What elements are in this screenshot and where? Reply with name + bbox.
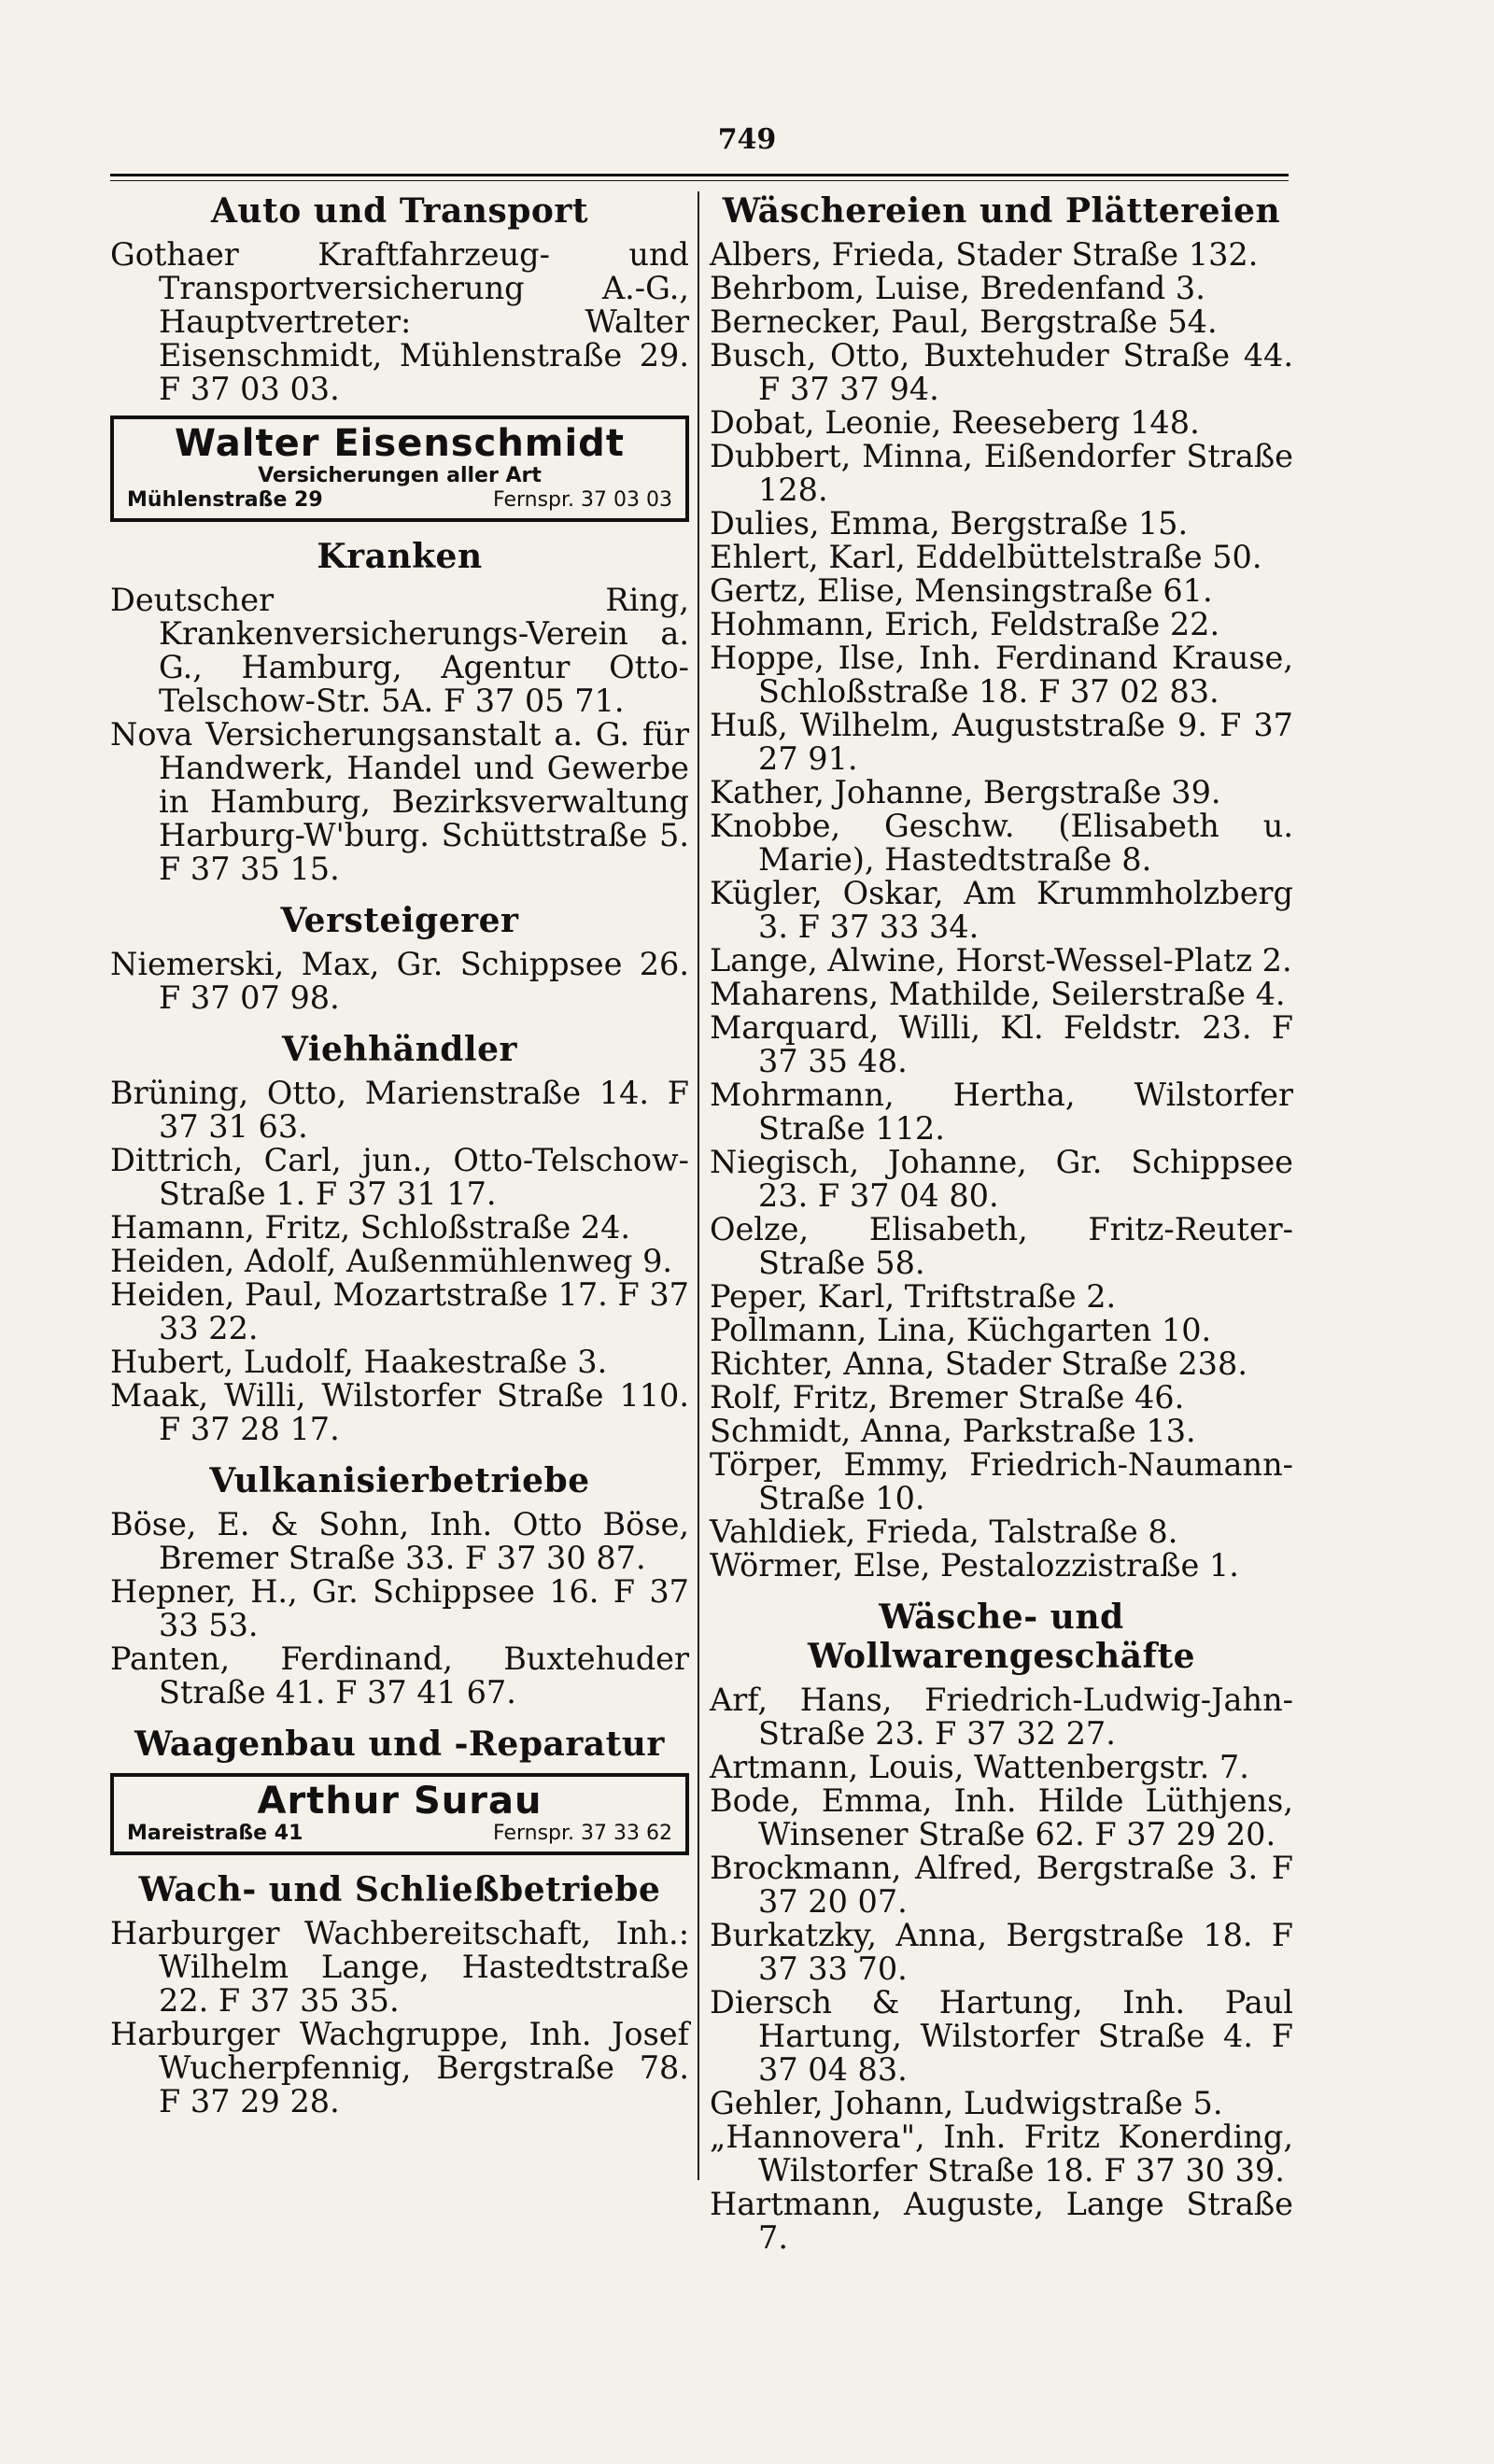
advertisement-phone: Fernspr. 37 33 62 [493, 1822, 672, 1845]
directory-entry: Brüning, Otto, Marienstraße 14. F 37 31 63. [110, 1075, 689, 1145]
directory-entry: Törper, Emmy, Friedrich-Naumann-Straße 10. [710, 1446, 1293, 1516]
section-heading-auto-und-transport: Auto und Transport [210, 191, 588, 231]
directory-entry: Ehlert, Karl, Eddelbüttelstraße 50. [710, 539, 1262, 575]
directory-entry: Bode, Emma, Inh. Hilde Lüthjens, Winsener Straße 62. F 37 29 20. [710, 1782, 1293, 1852]
directory-entry: Albers, Frieda, Stader Straße 132. [710, 236, 1259, 273]
right-column [710, 191, 1293, 2255]
directory-entry: Artmann, Louis, Wattenbergstr. 7. [710, 1749, 1249, 1785]
directory-entry: Oelze, Elisabeth, Fritz-Reuter-Straße 58. [710, 1211, 1293, 1281]
directory-entry: Pollmann, Lina, Küchgarten 10. [710, 1312, 1212, 1348]
advertisement-box [110, 415, 689, 522]
directory-entry: Busch, Otto, Buxtehuder Straße 44. F 37 37 94. [710, 337, 1293, 407]
section-heading-vulkanisierbetriebe: Vulkanisierbetriebe [209, 1461, 590, 1500]
directory-entry: Hartmann, Auguste, Lange Straße 7. [710, 2186, 1293, 2256]
page-number: 749 [717, 123, 777, 156]
directory-entry: Wörmer, Else, Pestalozzistraße 1. [710, 1547, 1239, 1584]
directory-entry: Harburger Wachbereitschaft, Inh.: Wilhelm Lange, Hastedtstraße 22. F 37 35 35. [110, 1915, 689, 2019]
advertisement-address: Mareistraße 41 [127, 1822, 303, 1845]
directory-entry: Hoppe, Ilse, Inh. Ferdinand Krause, Schloßstraße 18. F 37 02 83. [710, 640, 1293, 710]
directory-entry: Richter, Anna, Stader Straße 238. [710, 1345, 1247, 1382]
directory-entry: Bernecker, Paul, Bergstraße 54. [710, 303, 1218, 340]
advertisement-name: Arthur Surau [257, 1780, 543, 1823]
directory-entry: Hepner, H., Gr. Schippsee 16. F 37 33 53. [110, 1573, 689, 1643]
directory-entry: Kügler, Oskar, Am Krummholzberg 3. F 37 33 34. [710, 875, 1293, 945]
section-heading-viehhandler: Viehhändler [282, 1030, 517, 1069]
section-heading-wach-und-schlie-betriebe: Wach- und Schließbetriebe [138, 1870, 661, 1909]
advertisement-subtitle: Versicherungen aller Art [258, 464, 542, 487]
left-column [110, 191, 689, 2119]
directory-entry: Hamann, Fritz, Schloßstraße 24. [110, 1209, 631, 1246]
directory-entry: Huß, Wilhelm, Auguststraße 9. F 37 27 91. [710, 707, 1293, 777]
section-heading-waschereien-und-plattereien: Wäschereien und Plättereien [722, 191, 1281, 231]
directory-entry: Behrbom, Luise, Bredenfand 3. [710, 270, 1205, 306]
directory-entry: Nova Versicherungsanstalt a. G. für Handwerk, Handel und Gewerbe in Hamburg, Bezirksverwaltung Harburg-W'burg. Schüttstraße 5. F 37 35 15. [110, 716, 689, 887]
directory-entry: Maak, Willi, Wilstorfer Straße 110. F 37 28 17. [110, 1377, 689, 1447]
section-heading-wasche-und-wollwarengeschafte: Wäsche- und Wollwarengeschäfte [807, 1598, 1195, 1676]
directory-entry: Heiden, Adolf, Außenmühlenweg 9. [110, 1243, 673, 1279]
directory-entry: Heiden, Paul, Mozartstraße 17. F 37 33 22. [110, 1276, 689, 1346]
directory-entry: „Hannovera", Inh. Fritz Konerding, Wilstorfer Straße 18. F 37 30 39. [710, 2119, 1293, 2189]
directory-entry: Diersch & Hartung, Inh. Paul Hartung, Wilstorfer Straße 4. F 37 04 83. [710, 1984, 1293, 2088]
directory-entry: Marquard, Willi, Kl. Feldstr. 23. F 37 35 48. [710, 1009, 1293, 1079]
directory-entry: Knobbe, Geschw. (Elisabeth u. Marie), Hastedtstraße 8. [710, 808, 1293, 878]
directory-entry: Dulies, Emma, Bergstraße 15. [710, 505, 1189, 542]
directory-entry: Burkatzky, Anna, Bergstraße 18. F 37 33 70. [710, 1917, 1293, 1987]
directory-entry: Niemerski, Max, Gr. Schippsee 26. F 37 07 98. [110, 946, 689, 1016]
directory-entry: Rolf, Fritz, Bremer Straße 46. [710, 1379, 1185, 1415]
column-divider [698, 191, 699, 2180]
directory-entry: Dittrich, Carl, jun., Otto-Telschow-Straße 1. F 37 31 17. [110, 1142, 689, 1212]
directory-entry: Dobat, Leonie, Reeseberg 148. [710, 404, 1200, 441]
section-heading-versteigerer: Versteigerer [280, 901, 519, 940]
directory-entry: Gertz, Elise, Mensingstraße 61. [710, 572, 1213, 609]
directory-entry: Hubert, Ludolf, Haakestraße 3. [110, 1344, 608, 1380]
directory-entry: Panten, Ferdinand, Buxtehuder Straße 41. F 37 41 67. [110, 1640, 689, 1711]
directory-entry: Dubbert, Minna, Eißendorfer Straße 128. [710, 438, 1293, 508]
directory-entry: Brockmann, Alfred, Bergstraße 3. F 37 20 07. [710, 1850, 1293, 1920]
advertisement-box [110, 1773, 689, 1855]
advertisement-contact-row [127, 1822, 672, 1846]
directory-entry: Mohrmann, Hertha, Wilstorfer Straße 112. [710, 1077, 1293, 1147]
directory-entry: Maharens, Mathilde, Seilerstraße 4. [710, 976, 1286, 1012]
header-rule [110, 174, 1289, 181]
directory-entry: Peper, Karl, Triftstraße 2. [710, 1278, 1117, 1315]
advertisement-name: Walter Eisenschmidt [175, 422, 625, 465]
section-heading-kranken: Kranken [317, 537, 483, 576]
directory-entry: Kather, Johanne, Bergstraße 39. [710, 774, 1221, 810]
section-heading-waagenbau-und-reparatur: Waagenbau und -Reparatur [134, 1725, 665, 1764]
directory-entry: Harburger Wachgruppe, Inh. Josef Wucherpfennig, Bergstraße 78. F 37 29 28. [110, 2016, 689, 2119]
directory-entry: Lange, Alwine, Horst-Wessel-Platz 2. [710, 942, 1292, 979]
directory-entry: Arf, Hans, Friedrich-Ludwig-Jahn-Straße 23. F 37 32 27. [710, 1682, 1293, 1752]
advertisement-phone: Fernspr. 37 03 03 [493, 488, 672, 512]
directory-entry: Schmidt, Anna, Parkstraße 13. [710, 1413, 1196, 1449]
directory-entry: Hohmann, Erich, Feldstraße 22. [710, 606, 1220, 642]
directory-entry: Vahldiek, Frieda, Talstraße 8. [710, 1514, 1178, 1550]
directory-entry: Gehler, Johann, Ludwigstraße 5. [710, 2085, 1223, 2121]
directory-entry: Niegisch, Johanne, Gr. Schippsee 23. F 37 04 80. [710, 1144, 1293, 1214]
directory-entry: Gothaer Kraftfahrzeug- und Transportversicherung A.-G., Hauptvertreter: Walter Eisenschmidt, Mühlenstraße 29. F 37 03 03. [110, 236, 689, 407]
directory-entry: Böse, E. & Sohn, Inh. Otto Böse, Bremer Straße 33. F 37 30 87. [110, 1506, 689, 1576]
directory-entry: Deutscher Ring, Krankenversicherungs-Verein a. G., Hamburg, Agentur Otto-Telschow-Str. 5A. F 37 05 71. [110, 582, 689, 719]
advertisement-contact-row [127, 488, 672, 513]
advertisement-address: Mühlenstraße 29 [127, 488, 323, 512]
